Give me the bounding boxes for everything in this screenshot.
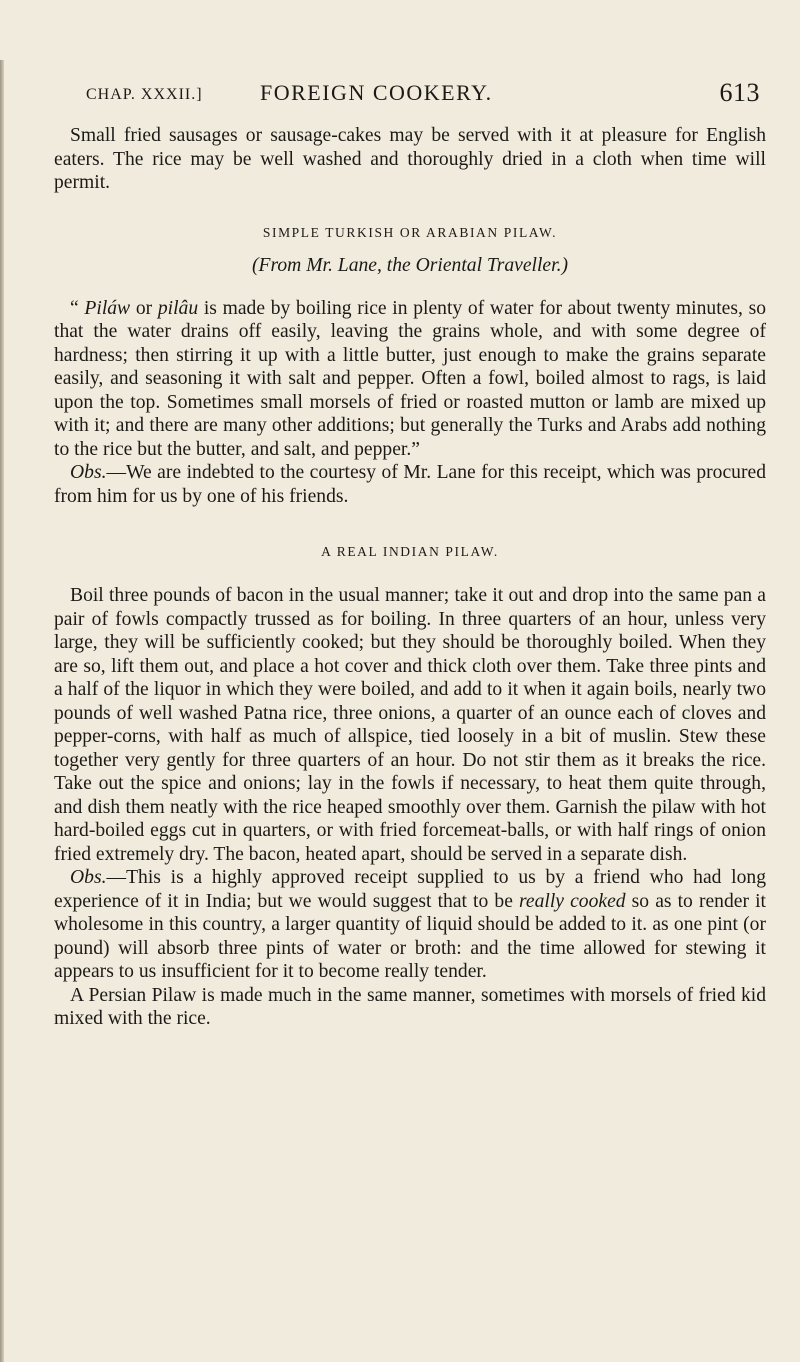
page-number: 613 — [719, 78, 760, 107]
book-page — [54, 78, 766, 1031]
attribution-open: ( — [251, 254, 259, 276]
quote-open: “ — [70, 297, 85, 319]
attribution — [54, 255, 766, 277]
connector: or — [130, 297, 158, 319]
attribution-close: ) — [561, 254, 569, 276]
running-title: FOREIGN COOKERY. — [260, 80, 493, 105]
indian-pilaw-paragraph: Boil three pounds of bacon in the usual manner; take it out and drop into the same pan a pair of fowls compactly trussed as for boiling. In three quarters of an hour, unless very large, they will be sufficiently cooked; but they should be thoroughly boiled. When they are so, lift them out, and place a hot cover and thick cloth over them. Take three pints and a half of the liquor in which they were boiled, and add to it when it again boils, nearly two pounds of well washed Patna rice, three onions, a quarter of an ounce each of cloves and pepper-corns, with half as much of allspice, tied loosely in a bit of muslin. Stew these together very gently for three quarters of an hour. Do not stir them as it breaks the rice. Take out the spice and onions; lay in the fowls if necessary, to heat them quite through, and dish them neatly with the rice heaped smoothly over them. Garnish the pilaw with hot hard-boiled eggs cut in quarters, or with fried forcemeat-balls, or with half rings of onion fried extremely dry. The bacon, heated apart, should be served in a separate dish. — [54, 585, 766, 865]
obs-paragraph-1 — [54, 461, 766, 508]
obs-text: —We are indebted to the courtesy of Mr. Lane for this receipt, which was procured from him for us by one of his friends. — [54, 462, 766, 507]
obs-label: Obs. — [70, 867, 107, 888]
intro-paragraph: Small fried sausages or sausage-cakes may be served with it at pleasure for English eaters. The rice may be well washed and thoroughly dried in a cloth when time will permit. — [54, 125, 766, 193]
chapter-label: CHAP. XXXII.] — [86, 86, 203, 103]
running-head — [54, 78, 766, 114]
turkish-pilaw-body: is made by boiling rice in plenty of water for about twenty minutes, so that the water drains off easily, leaving the grains whole, and with some degree of hardness; then stirring it up with a little butter, just enough to make the grains separate easily, and seasoning it with salt and pepper. Often a fowl, boiled almost to rags, is laid upon the top. Sometimes small morsels of fried or roasted mutton or lamb are mixed up with it; and there are many other additions; but generally the Turks and Arabs add nothing to the rice but the butter, and salt, and pepper.” — [54, 297, 766, 460]
obs-paragraph-2 — [54, 866, 766, 984]
attribution-text: From Mr. Lane, the Oriental Traveller. — [258, 254, 562, 276]
obs-text-part-a: —This is a highly approved receipt supplied to us by a friend who had long experience of it in India; but we would suggest that to be — [54, 867, 766, 912]
page-edge — [0, 60, 4, 1362]
obs-label: Obs. — [70, 462, 107, 483]
term-pilau: pilâu — [157, 297, 199, 319]
term-pilaw: Piláw — [84, 297, 131, 319]
persian-pilaw-paragraph: A Persian Pilaw is made much in the same manner, sometimes with morsels of fried kid mixed with the rice. — [54, 984, 766, 1029]
section-heading-turkish-pilaw: SIMPLE TURKISH OR ARABIAN PILAW. — [262, 224, 558, 240]
obs-emphasis: really cooked — [519, 890, 626, 912]
turkish-pilaw-paragraph — [54, 297, 766, 462]
obs-text-part-b: so as to render it wholesome in this country, a larger quantity of liquid should be added to it. as one pint (or pound) will absorb three pints of water or broth: and the time allowed for stewing it appears to us insufficient for it to become really tender. — [54, 890, 766, 982]
section-heading-indian-pilaw: A REAL INDIAN PILAW. — [321, 544, 499, 559]
